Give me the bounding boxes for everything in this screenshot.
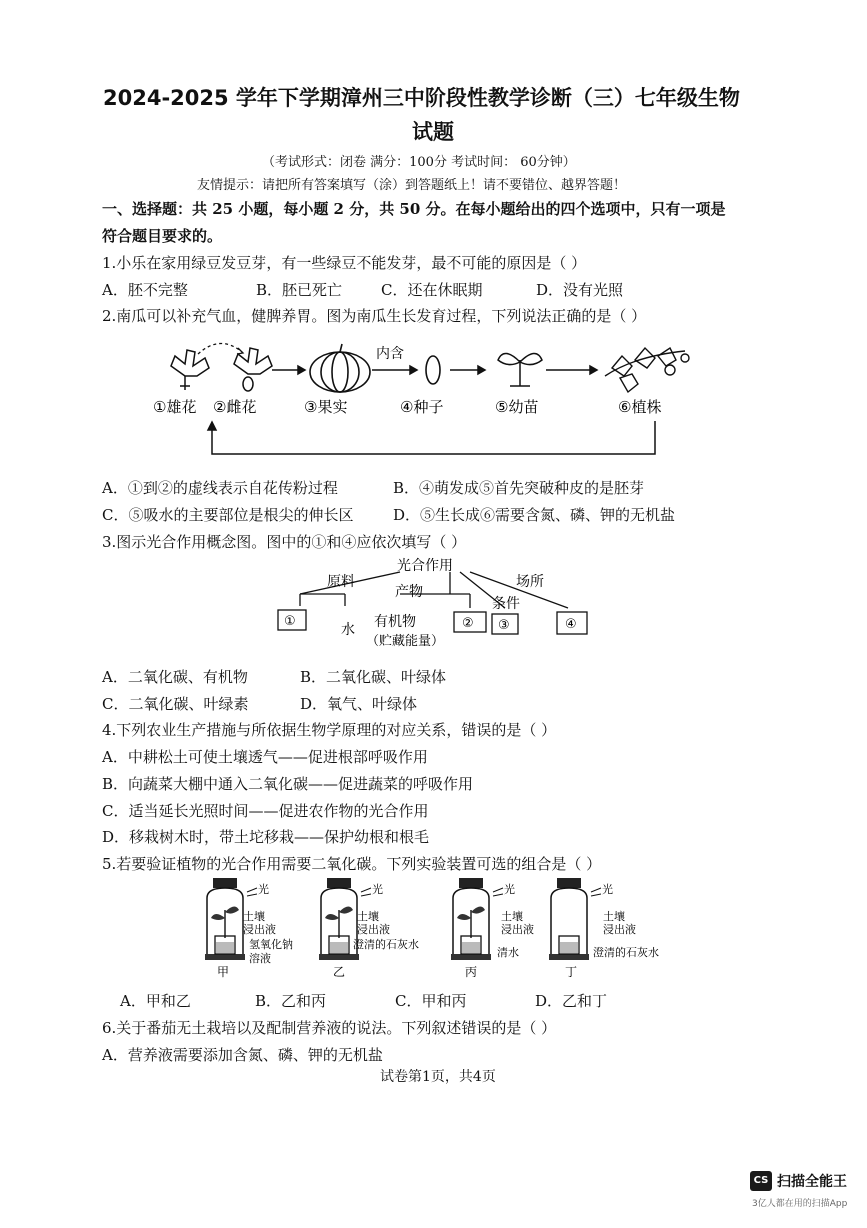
svg-text:土壤: 土壤 xyxy=(243,910,265,923)
photosynthesis-concept-map xyxy=(270,556,600,656)
q6-stem: 6.关于番茄无土栽培以及配制营养液的说法。下列叙述错误的是（ ） xyxy=(102,1019,557,1037)
q3-option-a: A．二氧化碳、有机物 xyxy=(102,668,248,686)
q2-option-c: C．⑤吸水的主要部位是根尖的伸长区 xyxy=(102,506,354,524)
q3-option-c: C．二氧化碳、叶绿素 xyxy=(102,695,249,713)
q1-option-d: D．没有光照 xyxy=(536,281,624,299)
concept-box1: ① xyxy=(284,614,296,629)
female-flower-icon xyxy=(234,348,272,391)
section-heading-line1: 一、选择题：共 25 小题，每小题 2 分，共 50 分。在每小题给出的四个选项中，只有一项是 xyxy=(102,200,726,218)
camscanner-logo-icon: CS xyxy=(750,1171,772,1191)
q3-stem: 3.图示光合作用概念图。图中的①和④应依次填写（ ） xyxy=(102,533,467,551)
concept-organic: 有机物 xyxy=(374,614,416,630)
experiment-devices-diagram xyxy=(195,876,685,986)
q2-stem: 2.南瓜可以补充气血，健脾养胃。图为南瓜生长发育过程，下列说法正确的是（ ） xyxy=(102,307,647,325)
q5-option-a: A．甲和乙 xyxy=(120,992,191,1010)
label-seed: ④种子 xyxy=(400,398,444,416)
reminder: 友情提示：请把所有答案填写（涂）到答题纸上！请不要错位、越界答题！ xyxy=(197,178,627,193)
svg-text:浸出液: 浸出液 xyxy=(603,923,636,936)
svg-text:氢氧化钠: 氢氧化钠 xyxy=(249,938,293,951)
svg-text:光: 光 xyxy=(602,883,613,896)
device-name-ding: 丁 xyxy=(565,965,578,979)
svg-text:澄清的石灰水: 澄清的石灰水 xyxy=(593,946,659,959)
device-name-bing: 丙 xyxy=(465,965,478,979)
svg-text:浸出液: 浸出液 xyxy=(501,923,534,936)
plant-icon xyxy=(605,348,689,392)
q5-option-d: D．乙和丁 xyxy=(535,992,608,1010)
concept-center: 光合作用 xyxy=(397,558,453,574)
q6-option-a: A．营养液需要添加含氮、磷、钾的无机盐 xyxy=(102,1046,383,1064)
label-male-flower: ①雄花 xyxy=(153,398,197,416)
male-flower-icon xyxy=(171,350,209,390)
page-title-line1: 2024-2025 学年下学期漳州三中阶段性教学诊断（三）七年级生物 xyxy=(103,86,740,110)
device-name-jia: 甲 xyxy=(217,965,230,979)
exam-info: （考试形式：闭卷 满分：100分 考试时间： 60分钟） xyxy=(262,155,576,170)
device-bing xyxy=(451,878,503,960)
concept-box2: ② xyxy=(462,616,474,631)
pumpkin-lifecycle-diagram xyxy=(150,336,710,462)
svg-text:土壤: 土壤 xyxy=(357,910,379,923)
concept-raw-material: 原料 xyxy=(327,574,355,590)
svg-text:溶液: 溶液 xyxy=(249,952,271,965)
q1-option-c: C．还在休眠期 xyxy=(381,281,483,299)
concept-box3: ③ xyxy=(498,618,510,633)
q2-option-b: B．④萌发成⑤首先突破种皮的是胚芽 xyxy=(393,479,645,497)
q5-stem: 5.若要验证植物的光合作用需要二氧化碳。下列实验装置可选的组合是（ ） xyxy=(102,855,602,873)
concept-box4: ④ xyxy=(565,617,577,632)
svg-text:土壤: 土壤 xyxy=(603,910,625,923)
q4-option-b: B．向蔬菜大棚中通入二氧化碳——促进蔬菜的呼吸作用 xyxy=(102,775,474,793)
q5-option-b: B．乙和丙 xyxy=(255,992,327,1010)
svg-text:清水: 清水 xyxy=(497,946,519,959)
watermark-name: 扫描全能王 xyxy=(777,1174,847,1190)
watermark-tagline: 3亿人都在用的扫描App xyxy=(752,1199,848,1209)
arrow-label-contains: 内含 xyxy=(376,346,404,362)
svg-text:光: 光 xyxy=(258,883,269,896)
q4-stem: 4.下列农业生产措施与所依据生物学原理的对应关系，错误的是（ ） xyxy=(102,721,557,739)
svg-text:浸出液: 浸出液 xyxy=(243,923,276,936)
page-footer: 试卷第1页，共4页 xyxy=(380,1069,496,1085)
seed-icon xyxy=(426,356,440,384)
q2-option-d: D．⑤生长成⑥需要含氮、磷、钾的无机盐 xyxy=(393,506,676,524)
svg-text:光: 光 xyxy=(504,883,515,896)
q1-option-b: B．胚已死亡 xyxy=(256,281,343,299)
concept-place: 场所 xyxy=(516,574,544,590)
label-fruit: ③果实 xyxy=(304,398,348,416)
q3-option-b: B．二氧化碳、叶绿体 xyxy=(300,668,447,686)
pumpkin-icon xyxy=(310,344,370,392)
svg-text:浸出液: 浸出液 xyxy=(357,923,390,936)
q2-option-a: A．①到②的虚线表示自花传粉过程 xyxy=(102,479,338,497)
q4-option-a: A．中耕松土可使土壤透气——促进根部呼吸作用 xyxy=(102,748,428,766)
label-plant: ⑥植株 xyxy=(618,398,662,416)
device-name-yi: 乙 xyxy=(333,965,346,979)
page-title-line2: 试题 xyxy=(412,120,454,144)
svg-text:澄清的石灰水: 澄清的石灰水 xyxy=(353,938,419,951)
svg-text:土壤: 土壤 xyxy=(501,910,523,923)
q1-stem: 1.小乐在家用绿豆发豆芽，有一些绿豆不能发芽，最不可能的原因是（ ） xyxy=(102,254,587,272)
section-heading-line2: 符合题目要求的。 xyxy=(102,227,223,245)
svg-text:光: 光 xyxy=(372,883,383,896)
label-female-flower: ②雌花 xyxy=(213,398,257,416)
concept-water: 水 xyxy=(341,622,355,638)
q1-option-a: A．胚不完整 xyxy=(102,281,188,299)
concept-condition: 条件 xyxy=(492,596,520,612)
label-seedling: ⑤幼苗 xyxy=(495,398,539,416)
concept-product: 产物 xyxy=(395,584,423,600)
seedling-icon xyxy=(498,353,542,386)
q5-option-c: C．甲和丙 xyxy=(395,992,467,1010)
q4-option-d: D．移栽树木时，带土坨移栽——保护幼根和根毛 xyxy=(102,828,430,846)
q4-option-c: C．适当延长光照时间——促进农作物的光合作用 xyxy=(102,802,429,820)
q3-option-d: D．氧气、叶绿体 xyxy=(300,695,418,713)
concept-energy: （贮藏能量） xyxy=(366,634,445,649)
